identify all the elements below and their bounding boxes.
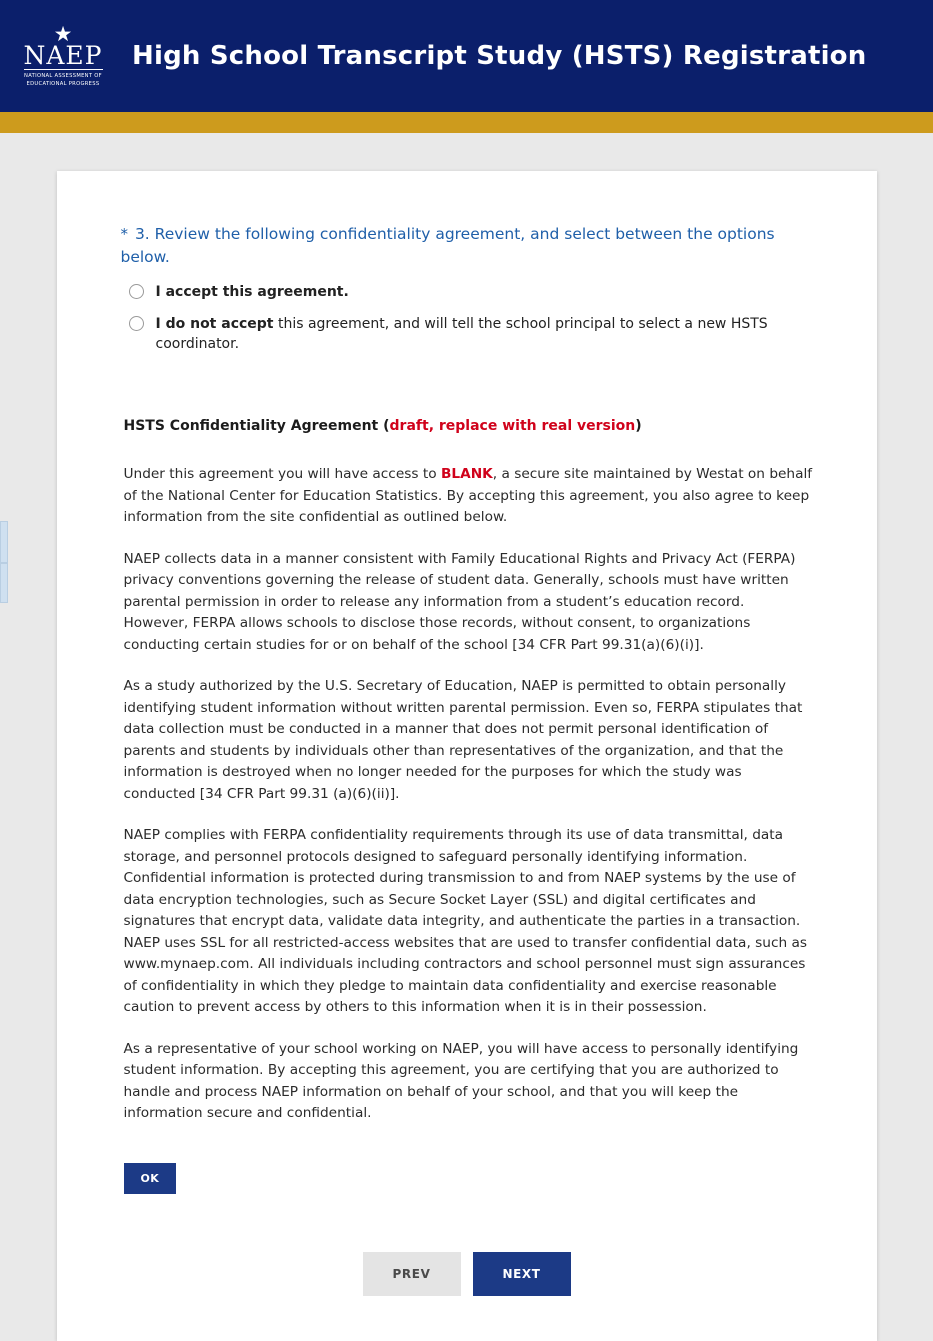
navigation-buttons [121,1252,813,1296]
radio-group [129,282,813,354]
radio-option-accept[interactable] [129,282,813,302]
agreement-paragraph: NAEP complies with FERPA confidentiality requirements through its use of data transmittal, data storage, and personnel protocols designed to safeguard personally identifying information. Confidential information is protected during transmission to and from NAEP systems by the use of data encryption technologies, such as Secure Socket Layer (SSL) and digital certificates and signatures that encrypt data, validate data integrity, and authenticate the parties in a transaction. NAEP uses SSL for all restricted-access websites that are used to transfer confidential data, such as www.mynaep.com. All individuals including contractors and school personnel must sign assurances of confidentiality in which they pledge to maintain data confidentiality and exercise reasonable caution to prevent access by others to this information when it is in their possession. [123,827,808,1016]
agreement-paragraph: NAEP collects data in a manner consistent with Family Educational Rights and Privacy Act (FERPA) privacy conventions governing the release of student data. Generally, schools must have written parental permission in order to release any information from a student’s education record. However, FERPA allows schools to disclose those records, without consent, to organizations conducting certain studies for or on behalf of the school [34 CFR Part 99.31(a)(6)(i)]. [123,550,796,653]
agreement-title-main: HSTS Confidentiality Agreement ( [123,418,390,435]
agreement-paragraph: As a study authorized by the U.S. Secretary of Education, NAEP is permitted to obtain personally identifying student information without written parental permission. Even so, FERPA stipulates that data collection must be conducted in a manner that does not permit personal identification of parents and students by individuals other than representatives of the organization, and that the information is destroyed when no longer needed for the purposes for which the study was conducted [34 CFR Part 99.31 (a)(6)(ii)]. [123,678,803,802]
required-marker: * [120,225,128,243]
radio-label-decline-rest: this agreement, and will tell the school principal to select a new HSTS coordinator. [155,315,768,352]
side-tab-marker-2[interactable] [0,563,8,603]
agreement-paragraph: As a representative of your school working on NAEP, you will have access to personally identifying student information. By accepting this agreement, you are certifying that you are authorized to handle and process NAEP information on behalf of your school, and that you will keep the information secure and confidential. [123,1040,799,1122]
ok-button[interactable]: OK [124,1163,177,1194]
radio-option-decline[interactable] [129,314,813,355]
agreement-text [124,416,813,1193]
naep-logo [20,14,106,98]
radio-icon-accept[interactable] [129,284,144,299]
agreement-paragraph [124,464,813,529]
paragraph-pre: Under this agreement you will have access to [123,466,441,483]
agreement-title [124,416,813,438]
page-body [0,171,933,1341]
prev-button[interactable]: PREV [363,1252,461,1296]
paragraph-post: , a secure site maintained by Westat on behalf of the National Center for Education Statistics. By accepting this agreement, you also agree to keep information from the site confidential as outlined below. [123,466,813,526]
next-button[interactable]: NEXT [473,1252,571,1296]
agreement-title-draft: draft, replace with real version [389,418,636,435]
question-text: 3. Review the following confidentiality agreement, and select between the options below. [120,225,775,266]
form-card [57,171,877,1341]
radio-label-accept [156,282,349,302]
gold-divider [0,112,933,133]
star-icon: ★ [53,21,73,46]
logo-acronym: NAEP [23,40,103,70]
radio-label-decline [156,314,806,355]
question-block [121,223,813,268]
agreement-title-close: ) [635,418,642,435]
radio-label-decline-strong: I do not accept [155,315,274,332]
radio-label-accept-strong: I accept this agreement. [155,284,349,301]
paragraph-highlight: BLANK [440,466,493,483]
logo-subtitle: NATIONAL ASSESSMENT OF EDUCATIONAL PROGRESS [24,72,102,87]
page-title: High School Transcript Study (HSTS) Registration [132,41,867,71]
page-header [0,0,933,112]
radio-icon-decline[interactable] [129,316,144,331]
side-tab-marker-1[interactable] [0,521,8,563]
